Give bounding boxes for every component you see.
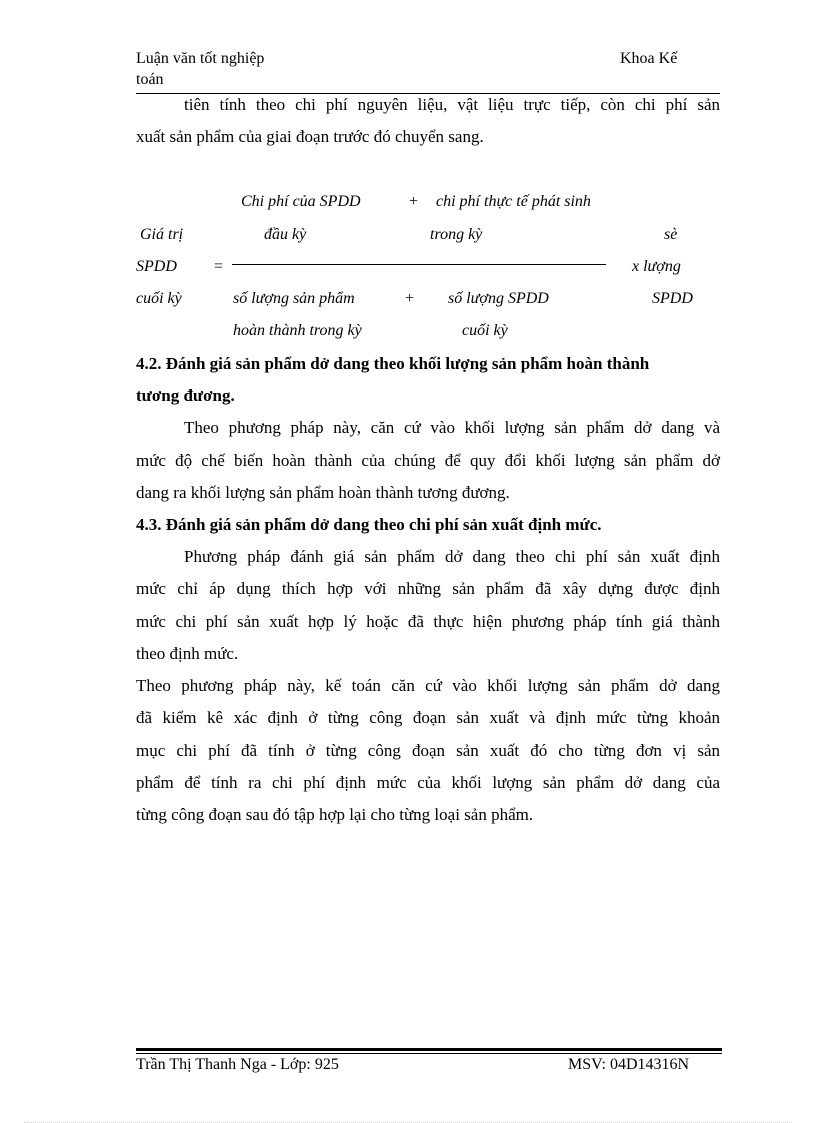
formula-numerator-b2: trong kỳ — [430, 226, 483, 243]
section-42-line1: Theo phương pháp này, căn cứ vào khối lượng sản phẩm dở dang và — [184, 418, 720, 437]
intro-line2: xuất sản phẩm của giai đoạn trước đó chuyển sang. — [136, 127, 484, 146]
formula-rhs-1: sè — [664, 226, 678, 243]
formula-rhs-3: SPDD — [652, 290, 693, 307]
formula-lhs-2: SPDD — [136, 258, 177, 275]
footer-right: MSV: 04D14316N — [568, 1056, 690, 1073]
section-42-heading-line1: 4.2. Đánh giá sản phẩm dở dang theo khối lượng sản phẩm hoàn thành — [136, 354, 650, 373]
section-43-p1-line4: theo định mức. — [136, 644, 239, 663]
section-43-p1-line3: mức chi phí sản xuất hợp lý hoặc đã thực hiện phương pháp tính giá thành — [136, 612, 720, 631]
formula-denominator-a: số lượng sản phẩm — [233, 290, 355, 307]
section-43-p1-line2: mức chỉ áp dụng thích hợp với những sản phẩm đã xây dựng được định — [136, 579, 720, 598]
section-43-p1-line1: Phương pháp đánh giá sản phẩm dở dang theo chi phí sản xuất định — [184, 547, 720, 566]
section-42-heading-line2: tương đương. — [136, 386, 235, 405]
formula-lhs-3: cuối kỳ — [136, 290, 182, 307]
formula-lhs-1: Giá trị — [140, 226, 184, 243]
formula-numerator-a: Chi phí của SPDD — [241, 193, 361, 210]
formula-equals: = — [214, 258, 224, 275]
header-left-line2: toán — [136, 71, 164, 88]
section-43-p2-line4: phẩm để tính ra chi phí định mức của khối lượng sản phẩm dở dang của — [136, 773, 720, 792]
footer-rule-thin — [136, 1053, 722, 1054]
formula-fraction-bar — [232, 264, 606, 265]
header-left-line1: Luận văn tốt nghiệp — [136, 50, 265, 67]
formula-denominator-plus: + — [405, 290, 415, 307]
section-43-p2-line2: đã kiểm kê xác định ở từng công đoạn sản xuất và định mức từng khoản — [136, 708, 720, 727]
section-43-heading: 4.3. Đánh giá sản phẩm dở dang theo chi phí sản xuất định mức. — [136, 515, 602, 534]
formula-denominator-b: số lượng SPDD — [448, 290, 549, 307]
section-43-p2-line3: mục chi phí đã tính ở từng công đoạn sản xuất đó cho từng đơn vị sản — [136, 741, 720, 760]
section-42-line3: dang ra khối lượng sản phẩm hoàn thành tương đương. — [136, 483, 510, 502]
footer-rule-thick — [136, 1048, 722, 1051]
formula-denominator-b2: cuối kỳ — [462, 322, 508, 339]
section-43-p2-line1: Theo phương pháp này, kế toán căn cứ vào khối lượng sản phẩm dở dang — [136, 676, 720, 695]
header-right: Khoa Kế — [620, 50, 678, 67]
formula-denominator-a2: hoàn thành trong kỳ — [233, 322, 362, 339]
formula-numerator-b: chi phí thực tế phát sinh — [436, 193, 591, 210]
intro-line1: tiên tính theo chi phí nguyên liệu, vật liệu trực tiếp, còn chi phí sản — [184, 95, 720, 114]
formula-numerator-a2: đầu kỳ — [264, 226, 307, 243]
formula-rhs-2: x lượng — [632, 258, 681, 275]
section-42-line2: mức độ chế biến hoàn thành của chúng để quy đổi khối lượng sản phẩm dở — [136, 451, 720, 470]
section-43-p2-line5: từng công đoạn sau đó tập hợp lại cho từng loại sản phẩm. — [136, 805, 534, 824]
footer-left: Trần Thị Thanh Nga - Lớp: 925 — [136, 1056, 339, 1073]
formula-numerator-plus: + — [409, 193, 419, 210]
